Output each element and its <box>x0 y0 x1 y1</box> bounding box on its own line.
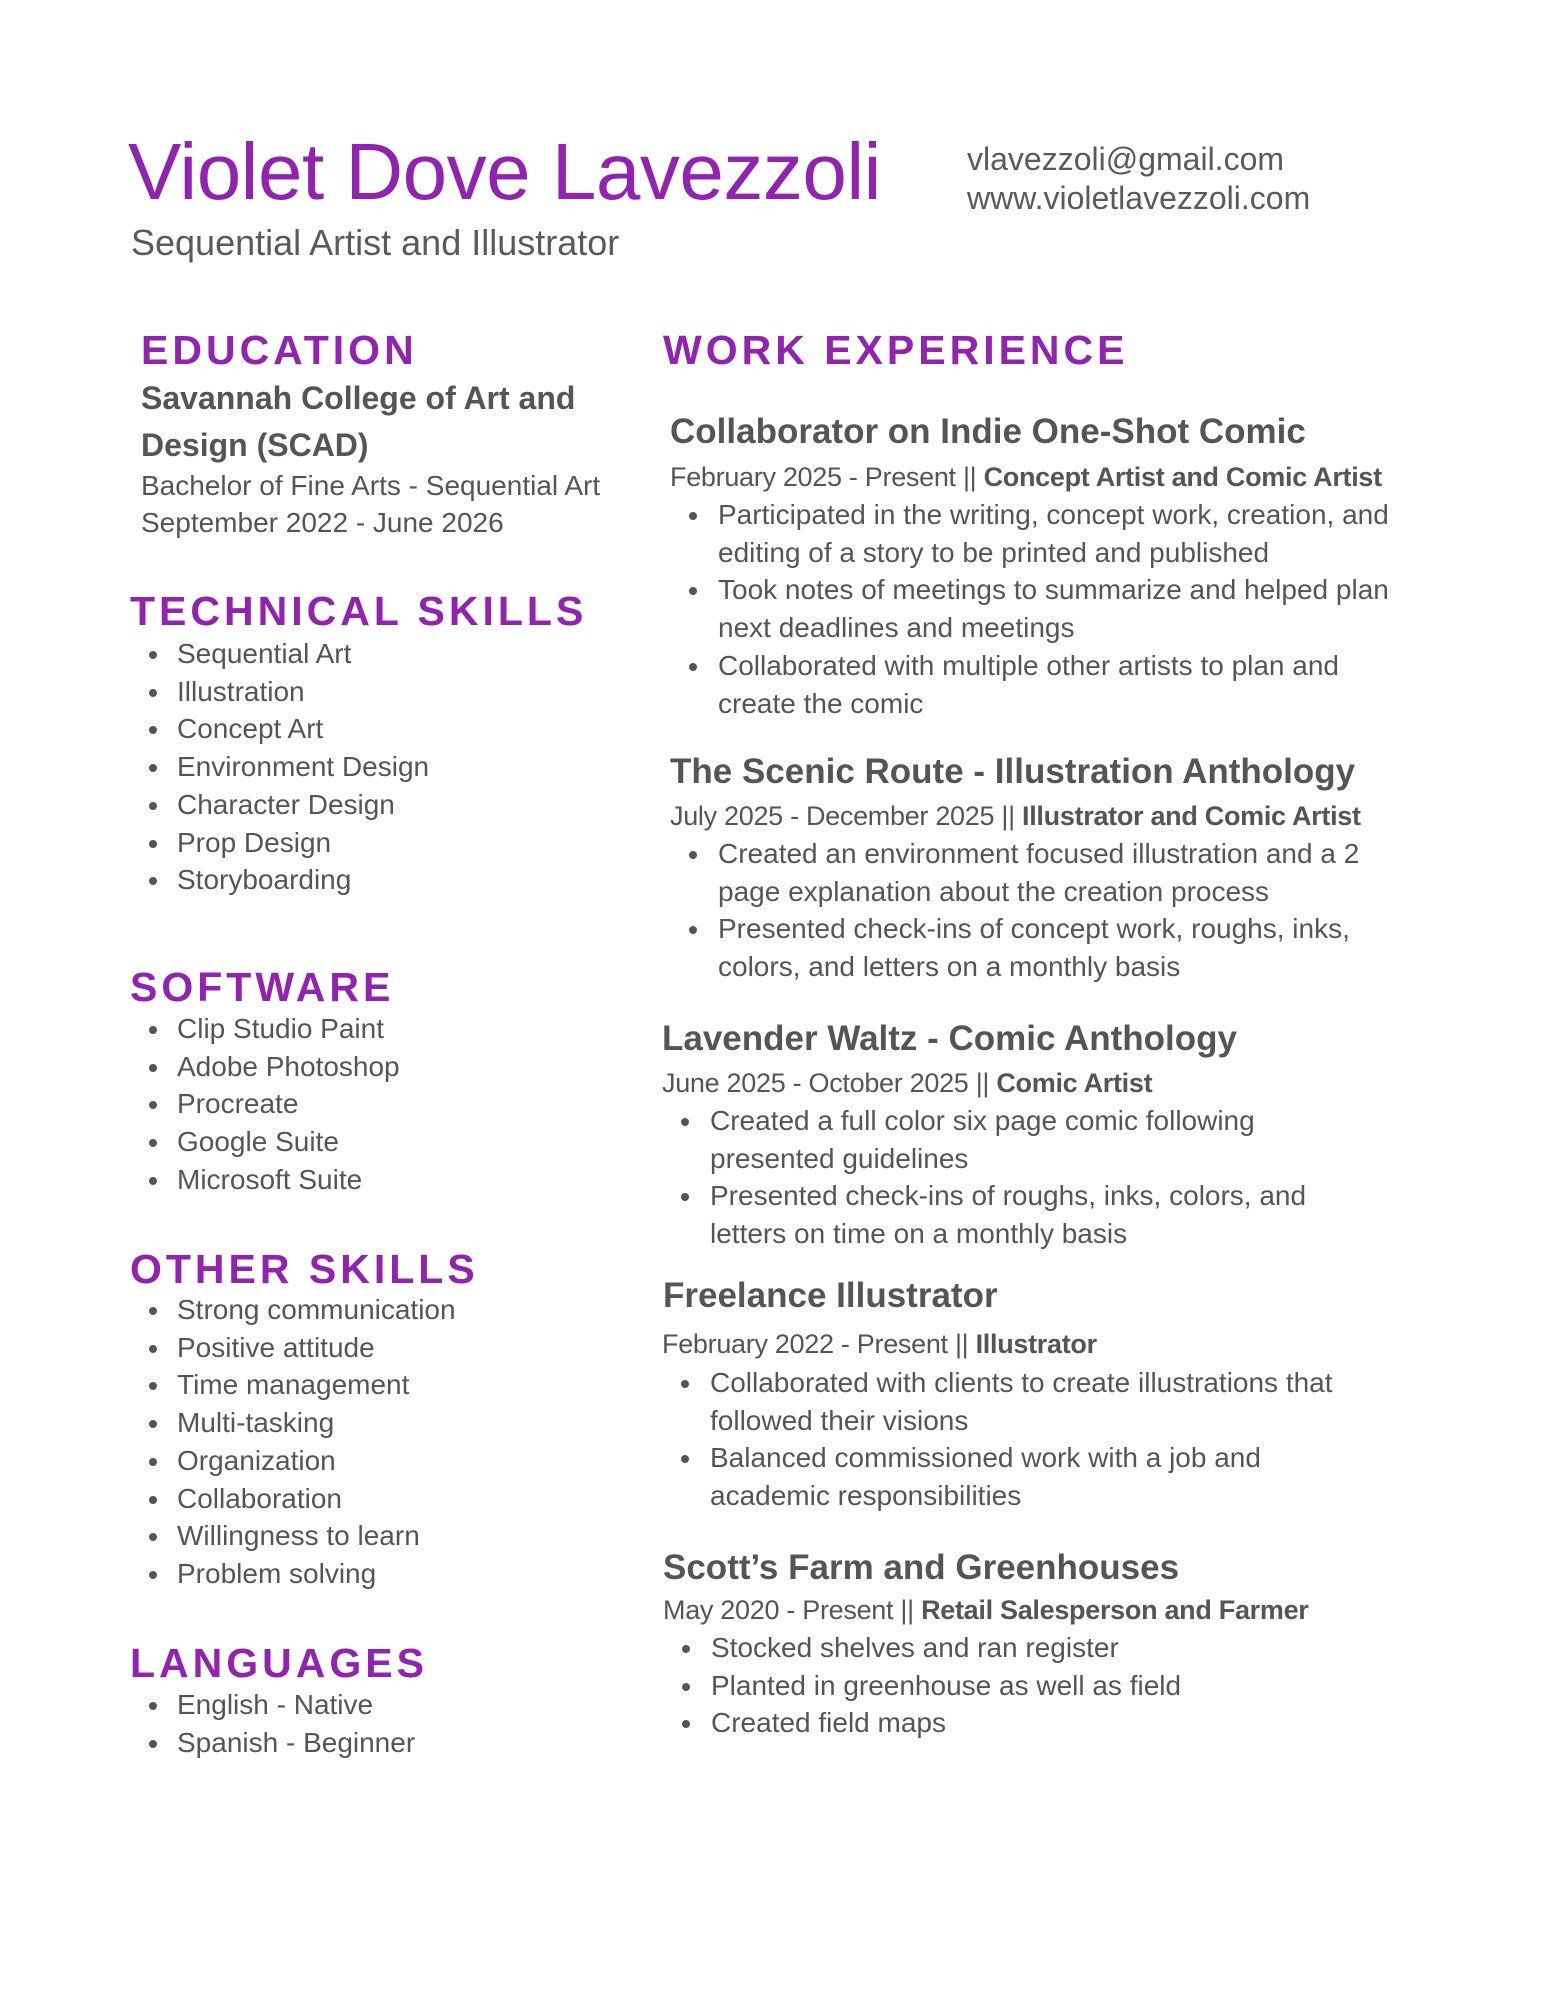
education-school: Savannah College of Art and Design (SCAD) <box>141 380 576 463</box>
list-item: Illustration <box>140 673 429 711</box>
technical-skills-heading: TECHNICAL SKILLS <box>130 588 588 634</box>
job-role: Illustrator and Comic Artist <box>1022 801 1361 831</box>
list-item: Procreate <box>140 1085 400 1123</box>
list-item: English - Native <box>140 1686 415 1724</box>
list-item: Microsoft Suite <box>140 1161 400 1199</box>
list-item: Collaboration <box>140 1480 456 1518</box>
list-item: Spanish - Beginner <box>140 1724 415 1762</box>
list-item: Time management <box>140 1366 456 1404</box>
job-bullets <box>662 1364 1382 1515</box>
list-item: Sequential Art <box>140 635 429 673</box>
list-item: Clip Studio Paint <box>140 1010 400 1048</box>
list-item: Prop Design <box>140 824 429 862</box>
languages-list <box>140 1686 415 1761</box>
job-title: The Scenic Route - Illustration Anthology <box>670 752 1356 791</box>
job-role: Concept Artist and Comic Artist <box>983 462 1382 492</box>
education-dates: September 2022 - June 2026 <box>141 507 504 538</box>
list-item: Multi-tasking <box>140 1404 456 1442</box>
job-title: Freelance Illustrator <box>663 1276 998 1315</box>
list-item: Collaborated with clients to create illustrations that followed their visions <box>662 1364 1382 1439</box>
job-meta <box>670 803 1361 830</box>
other-skills-list <box>140 1291 456 1593</box>
job-bullets <box>662 1102 1382 1253</box>
job-bullets <box>663 1629 1383 1742</box>
list-item: Took notes of meetings to summarize and helped plan next deadlines and meetings <box>670 571 1390 646</box>
list-item: Presented check-ins of concept work, roughs, inks, colors, and letters on a monthly basis <box>670 910 1390 985</box>
contact-block <box>967 140 1310 218</box>
work-experience-heading: WORK EXPERIENCE <box>663 327 1129 373</box>
job-meta <box>670 464 1382 491</box>
list-item: Google Suite <box>140 1123 400 1161</box>
job-meta <box>663 1597 1309 1624</box>
list-item: Collaborated with multiple other artists to plan and create the comic <box>670 647 1390 722</box>
job-dates: February 2022 - Present || <box>662 1329 969 1359</box>
job-role: Retail Salesperson and Farmer <box>921 1595 1309 1625</box>
job-dates: May 2020 - Present || <box>663 1595 914 1625</box>
list-item: Willingness to learn <box>140 1517 456 1555</box>
other-skills-heading: OTHER SKILLS <box>130 1246 479 1292</box>
list-item: Strong communication <box>140 1291 456 1329</box>
job-role: Illustrator <box>975 1329 1097 1359</box>
education-degree: Bachelor of Fine Arts - Sequential Art <box>141 470 601 501</box>
languages-heading: LANGUAGES <box>130 1640 428 1686</box>
technical-skills-list <box>140 635 429 899</box>
job-bullets <box>670 835 1390 986</box>
education-heading: EDUCATION <box>141 327 418 373</box>
job-dates: February 2025 - Present || <box>670 462 977 492</box>
job-bullets <box>670 496 1390 722</box>
contact-website: www.violetlavezzoli.com <box>967 180 1311 216</box>
list-item: Organization <box>140 1442 456 1480</box>
list-item: Planted in greenhouse as well as field <box>663 1667 1383 1705</box>
job-title: Collaborator on Indie One-Shot Comic <box>670 412 1306 451</box>
list-item: Participated in the writing, concept work, creation, and editing of a story to be printed and published <box>670 496 1390 571</box>
job-dates: July 2025 - December 2025 || <box>670 801 1015 831</box>
list-item: Stocked shelves and ran register <box>663 1629 1383 1667</box>
software-heading: SOFTWARE <box>130 964 395 1010</box>
list-item: Positive attitude <box>140 1329 456 1367</box>
list-item: Created an environment focused illustration and a 2 page explanation about the creation process <box>670 835 1390 910</box>
job-title: Lavender Waltz - Comic Anthology <box>662 1019 1237 1058</box>
job-meta <box>662 1070 1152 1097</box>
list-item: Balanced commissioned work with a job and academic responsibilities <box>662 1439 1382 1514</box>
list-item: Created a full color six page comic following presented guidelines <box>662 1102 1382 1177</box>
job-title: Scott’s Farm and Greenhouses <box>663 1548 1180 1587</box>
list-item: Problem solving <box>140 1555 456 1593</box>
job-role: Comic Artist <box>996 1068 1153 1098</box>
list-item: Character Design <box>140 786 429 824</box>
contact-email: vlavezzoli@gmail.com <box>967 141 1285 177</box>
job-meta <box>662 1331 1097 1358</box>
list-item: Adobe Photoshop <box>140 1048 400 1086</box>
list-item: Presented check-ins of roughs, inks, colors, and letters on time on a monthly basis <box>662 1177 1382 1252</box>
list-item: Storyboarding <box>140 861 429 899</box>
resume-name: Violet Dove Lavezzoli <box>128 127 881 216</box>
list-item: Environment Design <box>140 748 429 786</box>
list-item: Concept Art <box>140 710 429 748</box>
software-list <box>140 1010 400 1199</box>
list-item: Created field maps <box>663 1704 1383 1742</box>
job-dates: June 2025 - October 2025 || <box>662 1068 990 1098</box>
resume-tagline: Sequential Artist and Illustrator <box>131 222 620 263</box>
